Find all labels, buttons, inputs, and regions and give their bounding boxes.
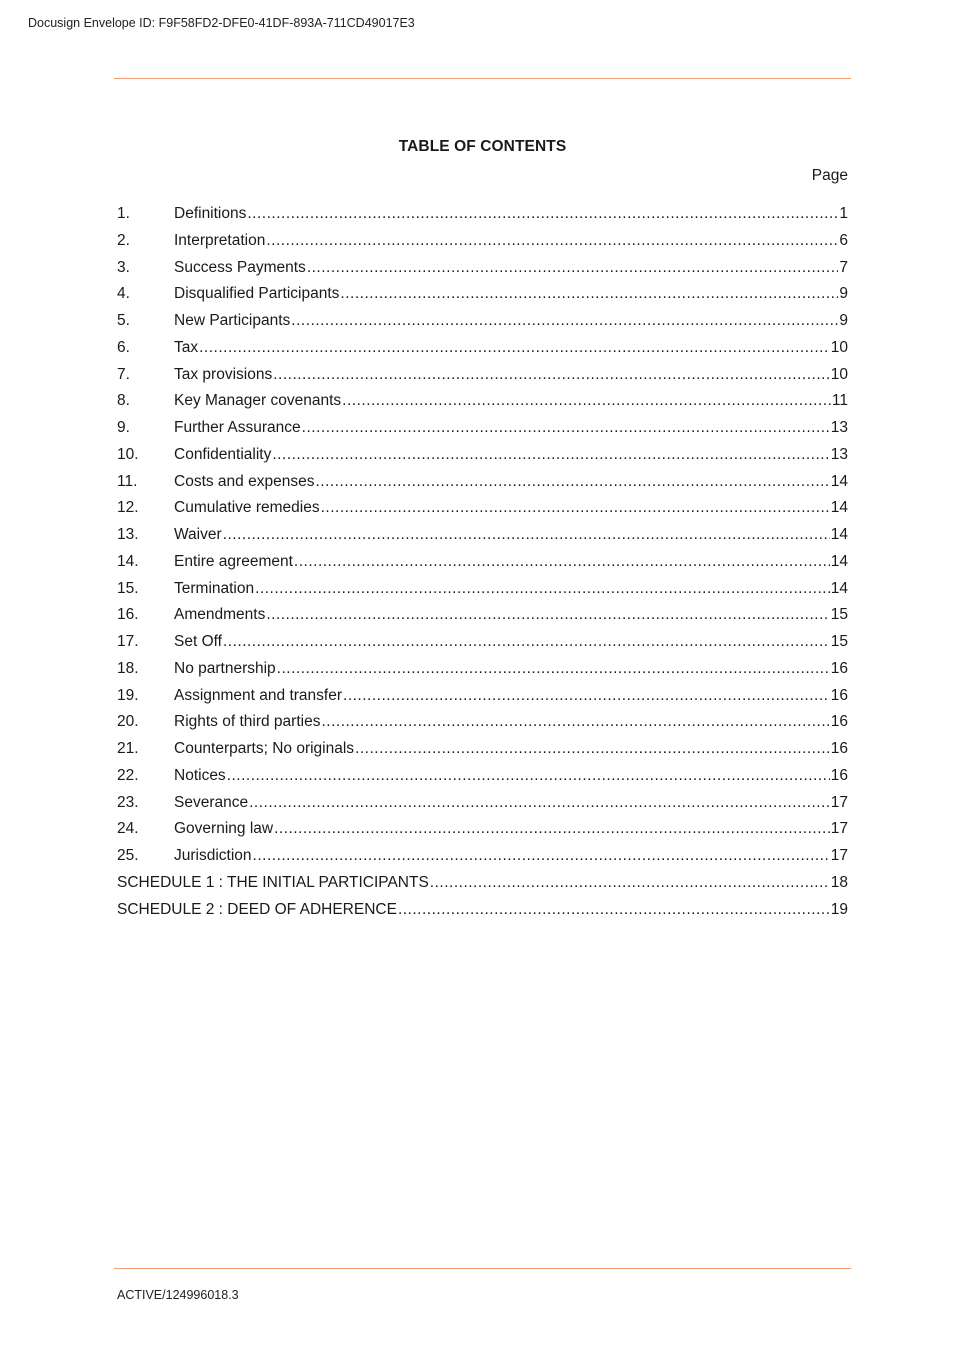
toc-entry-page: 17: [830, 793, 848, 811]
toc-dot-leader: [342, 388, 831, 415]
toc-entry-page: 15: [830, 633, 848, 650]
toc-entry-label: Further Assurance: [174, 419, 301, 436]
toc-entry-page: 16: [830, 686, 848, 704]
toc-entry-number: 2.: [117, 231, 130, 249]
toc-entry[interactable]: [117, 790, 848, 817]
toc-entry-label: Severance: [174, 793, 249, 811]
toc-entry-page: 13: [830, 419, 848, 436]
toc-dot-leader: [253, 843, 830, 870]
toc-dot-leader: [223, 629, 830, 656]
toc-entry-number: 6.: [117, 338, 130, 356]
toc-entry[interactable]: [117, 362, 848, 389]
toc-entry[interactable]: [117, 549, 848, 576]
toc-entry-label: Rights of third parties: [174, 713, 321, 731]
toc-entry-label: Assignment and transfer: [174, 686, 343, 704]
toc-dot-leader: [266, 602, 829, 629]
toc-entry-number: 10.: [117, 445, 139, 463]
toc-entry-label: Set Off: [174, 633, 222, 650]
toc-entry-page: 6: [839, 231, 848, 249]
toc-entry-number: 19.: [117, 686, 139, 704]
toc-entry-label: Costs and expenses: [174, 472, 315, 490]
toc-entry-number: 17.: [117, 633, 139, 650]
toc-dot-leader: [343, 683, 830, 710]
toc-entry-number: 5.: [117, 312, 130, 329]
toc-dot-leader: [249, 790, 830, 817]
toc-entry-label: Interpretation: [174, 231, 266, 249]
toc-entry-page: 13: [830, 445, 848, 463]
header-divider: [114, 78, 851, 79]
toc-dot-leader: [227, 763, 830, 790]
toc-entry-page: 14: [830, 526, 848, 543]
toc-entry-page: 16: [830, 766, 848, 784]
toc-dot-leader: [294, 549, 830, 576]
toc-entry-number: 11.: [117, 472, 138, 490]
toc-entry-number: 22.: [117, 766, 139, 784]
toc-entry-page: 15: [830, 606, 848, 624]
toc-entry[interactable]: [117, 602, 848, 629]
toc-dot-leader: [247, 201, 838, 228]
toc-entry-number: 1.: [117, 205, 130, 222]
toc-entry-number: 9.: [117, 419, 130, 436]
toc-entry-page: 16: [830, 659, 848, 677]
toc-dot-leader: [266, 228, 838, 255]
toc-entry-number: 21.: [117, 740, 139, 757]
toc-schedule-entry[interactable]: [117, 870, 848, 897]
toc-dot-leader: [398, 897, 830, 924]
toc-entry-label: Entire agreement: [174, 552, 293, 570]
toc-entry-number: 18.: [117, 659, 139, 677]
toc-entry-label: Waiver: [174, 526, 222, 543]
toc-entry-page: 10: [830, 338, 848, 356]
toc-entry[interactable]: [117, 228, 848, 255]
document-reference: ACTIVE/124996018.3: [117, 1288, 239, 1302]
toc-dot-leader: [223, 522, 830, 549]
toc-entry-label: No partnership: [174, 659, 276, 677]
toc-entry[interactable]: [117, 495, 848, 522]
toc-entry-number: 20.: [117, 713, 139, 731]
toc-entry[interactable]: [117, 683, 848, 710]
toc-entry-number: 23.: [117, 793, 139, 811]
toc-entry-page: 16: [830, 713, 848, 731]
toc-dot-leader: [273, 362, 830, 389]
toc-entry-page: 14: [830, 499, 848, 517]
toc-entry-number: 12.: [117, 499, 139, 517]
toc-entry-label: Key Manager covenants: [174, 392, 342, 410]
toc-entry-label: Termination: [174, 579, 255, 597]
toc-entry[interactable]: [117, 415, 848, 442]
toc-entry-label: Cumulative remedies: [174, 499, 320, 517]
toc-entry[interactable]: [117, 629, 848, 656]
toc-entry-page: 9: [839, 285, 848, 303]
toc-entry-number: 14.: [117, 552, 139, 570]
toc-dot-leader: [277, 656, 830, 683]
toc-entry[interactable]: [117, 388, 848, 415]
toc-entry[interactable]: [117, 442, 848, 469]
toc-schedule-entry[interactable]: [117, 897, 848, 924]
toc-page-column-heading: Page: [811, 167, 848, 184]
toc-entry-page: 14: [830, 552, 848, 570]
toc-entry-label: Jurisdiction: [174, 847, 252, 864]
toc-entry-label: Definitions: [174, 205, 247, 222]
toc-entry[interactable]: [117, 281, 848, 308]
toc-entry-page: 17: [830, 847, 848, 864]
toc-schedule-label: SCHEDULE 2 : DEED OF ADHERENCE: [117, 900, 397, 918]
docusign-envelope-id: Docusign Envelope ID: F9F58FD2-DFE0-41DF-893A-711CD49017E3: [28, 16, 415, 30]
toc-dot-leader: [302, 415, 830, 442]
toc-entry-page: 17: [830, 820, 848, 838]
toc-entry[interactable]: [117, 469, 848, 496]
toc-entry-page: 1: [839, 205, 848, 222]
toc-entry-page: 14: [830, 579, 848, 597]
toc-dot-leader: [272, 442, 829, 469]
toc-entry-label: Notices: [174, 766, 226, 784]
toc-list: [117, 201, 848, 923]
toc-entry[interactable]: [117, 736, 848, 763]
toc-entry-number: 25.: [117, 847, 139, 864]
toc-entry-page: 11: [831, 392, 848, 410]
toc-entry[interactable]: [117, 816, 848, 843]
toc-dot-leader: [321, 495, 830, 522]
toc-entry-number: 16.: [117, 606, 139, 624]
toc-schedule-label: SCHEDULE 1 : THE INITIAL PARTICIPANTS: [117, 873, 429, 891]
toc-entry-page: 16: [830, 740, 848, 757]
toc-entry-number: 13.: [117, 526, 139, 543]
toc-entry[interactable]: [117, 656, 848, 683]
toc-entry-label: Tax provisions: [174, 365, 273, 383]
toc-entry-page: 14: [830, 472, 848, 490]
toc-dot-leader: [315, 469, 829, 496]
toc-schedule-page: 18: [830, 873, 848, 891]
toc-dot-leader: [340, 281, 838, 308]
toc-dot-leader: [355, 736, 830, 763]
toc-entry[interactable]: [117, 255, 848, 282]
toc-entry-number: 4.: [117, 285, 130, 303]
toc-entry-number: 15.: [117, 579, 139, 597]
toc-entry-number: 3.: [117, 258, 130, 276]
toc-entry[interactable]: [117, 843, 848, 870]
toc-dot-leader: [307, 255, 839, 282]
toc-entry[interactable]: [117, 576, 848, 603]
toc-entry-number: 7.: [117, 365, 130, 383]
toc-entry-page: 7: [839, 258, 848, 276]
toc-dot-leader: [291, 308, 838, 335]
toc-entry[interactable]: [117, 335, 848, 362]
toc-schedule-page: 19: [830, 900, 848, 918]
toc-entry[interactable]: [117, 308, 848, 335]
toc-entry-number: 24.: [117, 820, 139, 838]
toc-dot-leader: [430, 870, 830, 897]
toc-dot-leader: [255, 576, 830, 603]
toc-dot-leader: [199, 335, 830, 362]
toc-entry-label: Disqualified Participants: [174, 285, 340, 303]
toc-entry[interactable]: [117, 522, 848, 549]
toc-entry[interactable]: [117, 201, 848, 228]
toc-entry-label: New Participants: [174, 312, 291, 329]
toc-entry-label: Success Payments: [174, 258, 306, 276]
toc-entry-number: 8.: [117, 392, 130, 410]
toc-entry-label: Amendments: [174, 606, 266, 624]
toc-entry[interactable]: [117, 763, 848, 790]
toc-entry-label: Governing law: [174, 820, 274, 838]
toc-entry-page: 10: [830, 365, 848, 383]
toc-entry-page: 9: [839, 312, 848, 329]
toc-entry[interactable]: [117, 709, 848, 736]
toc-dot-leader: [321, 709, 829, 736]
toc-entry-label: Counterparts; No originals: [174, 740, 355, 757]
toc-dot-leader: [274, 816, 830, 843]
toc-entry-label: Tax: [174, 338, 199, 356]
toc-entry-label: Confidentiality: [174, 445, 272, 463]
toc-title: TABLE OF CONTENTS: [398, 138, 567, 155]
footer-divider: [114, 1268, 851, 1269]
